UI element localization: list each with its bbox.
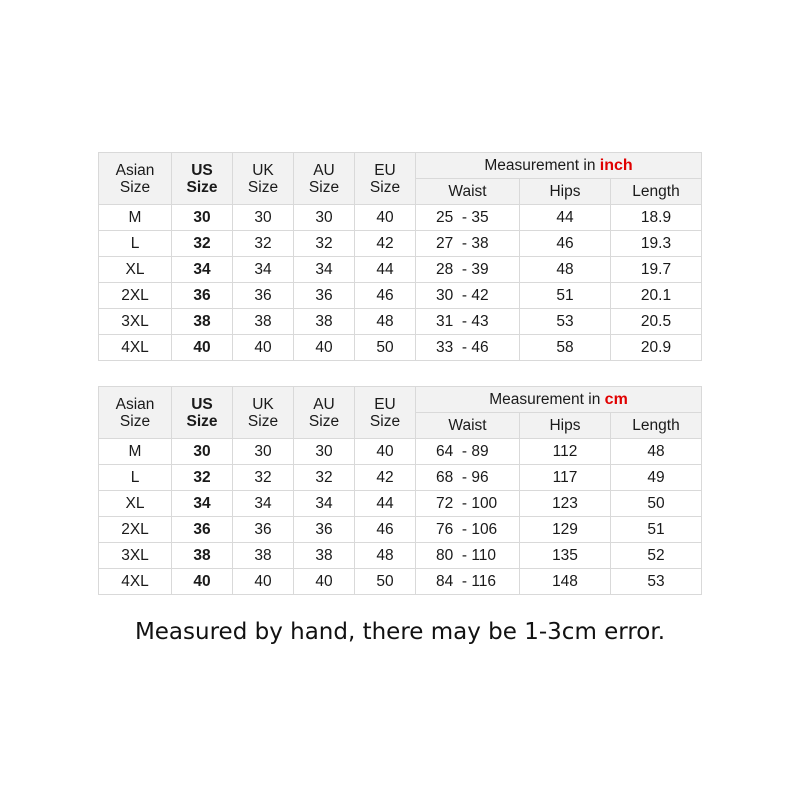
- cell-waist: 80 - 110: [416, 543, 520, 569]
- table-row: [99, 335, 702, 361]
- cell-asian: 4XL: [99, 335, 172, 361]
- cell-length: 18.9: [611, 205, 702, 231]
- cell-eu: 46: [355, 283, 416, 309]
- cell-eu: 40: [355, 439, 416, 465]
- cell-eu: 40: [355, 205, 416, 231]
- cell-au: 30: [294, 439, 355, 465]
- cell-asian: M: [99, 439, 172, 465]
- cell-length: 50: [611, 491, 702, 517]
- cell-waist: 33 - 46: [416, 335, 520, 361]
- cell-waist: 30 - 42: [416, 283, 520, 309]
- cell-au: 38: [294, 309, 355, 335]
- cell-uk: 32: [233, 231, 294, 257]
- cell-uk: 38: [233, 543, 294, 569]
- cell-eu: 44: [355, 491, 416, 517]
- cell-us: 38: [172, 543, 233, 569]
- cell-us: 32: [172, 465, 233, 491]
- cell-uk: 30: [233, 439, 294, 465]
- cell-hips: 112: [520, 439, 611, 465]
- cell-waist: 76 - 106: [416, 517, 520, 543]
- table-row: [99, 569, 702, 595]
- cell-length: 52: [611, 543, 702, 569]
- table-row: [99, 439, 702, 465]
- cell-hips: 148: [520, 569, 611, 595]
- cell-uk: 40: [233, 569, 294, 595]
- cell-asian: L: [99, 465, 172, 491]
- cell-length: 20.9: [611, 335, 702, 361]
- cell-asian: M: [99, 205, 172, 231]
- header-waist: Waist: [416, 179, 520, 205]
- header-uk-size: UK Size: [233, 153, 294, 205]
- cell-waist: 84 - 116: [416, 569, 520, 595]
- header-au-size: AU Size: [294, 387, 355, 439]
- cell-hips: 48: [520, 257, 611, 283]
- cell-hips: 135: [520, 543, 611, 569]
- cell-waist: 31 - 43: [416, 309, 520, 335]
- measurement-note: Measured by hand, there may be 1-3cm error.: [134, 619, 666, 645]
- cell-uk: 40: [233, 335, 294, 361]
- header-measurement: Measurement in inch: [416, 153, 702, 179]
- cell-length: 20.5: [611, 309, 702, 335]
- header-length: Length: [611, 179, 702, 205]
- cell-au: 32: [294, 231, 355, 257]
- header-measurement: Measurement in cm: [416, 387, 702, 413]
- cell-eu: 50: [355, 569, 416, 595]
- table-row: [99, 517, 702, 543]
- table-row: [99, 205, 702, 231]
- table-row: [99, 257, 702, 283]
- cell-us: 30: [172, 439, 233, 465]
- cell-asian: 4XL: [99, 569, 172, 595]
- cell-us: 34: [172, 257, 233, 283]
- cell-uk: 32: [233, 465, 294, 491]
- cell-uk: 34: [233, 491, 294, 517]
- cell-us: 34: [172, 491, 233, 517]
- cell-au: 32: [294, 465, 355, 491]
- cell-asian: XL: [99, 257, 172, 283]
- cell-length: 48: [611, 439, 702, 465]
- header-us-size: US Size: [172, 153, 233, 205]
- header-eu-size: EU Size: [355, 387, 416, 439]
- cell-au: 40: [294, 569, 355, 595]
- cell-length: 19.7: [611, 257, 702, 283]
- cell-waist: 68 - 96: [416, 465, 520, 491]
- cell-uk: 36: [233, 517, 294, 543]
- cell-eu: 46: [355, 517, 416, 543]
- cell-au: 38: [294, 543, 355, 569]
- cell-hips: 51: [520, 283, 611, 309]
- cell-waist: 27 - 38: [416, 231, 520, 257]
- cell-us: 40: [172, 569, 233, 595]
- table-row: [99, 491, 702, 517]
- cell-eu: 50: [355, 335, 416, 361]
- table-row: [99, 465, 702, 491]
- cell-au: 30: [294, 205, 355, 231]
- cell-waist: 28 - 39: [416, 257, 520, 283]
- size-table-cm: [98, 386, 702, 595]
- cell-waist: 25 - 35: [416, 205, 520, 231]
- cell-au: 36: [294, 517, 355, 543]
- cell-length: 19.3: [611, 231, 702, 257]
- cell-hips: 46: [520, 231, 611, 257]
- header-hips: Hips: [520, 179, 611, 205]
- header-eu-size: EU Size: [355, 153, 416, 205]
- cell-hips: 117: [520, 465, 611, 491]
- cell-waist: 64 - 89: [416, 439, 520, 465]
- cell-us: 38: [172, 309, 233, 335]
- cell-eu: 48: [355, 543, 416, 569]
- cell-uk: 30: [233, 205, 294, 231]
- cell-length: 53: [611, 569, 702, 595]
- cell-length: 51: [611, 517, 702, 543]
- measurement-unit: inch: [599, 157, 633, 174]
- cell-waist: 72 - 100: [416, 491, 520, 517]
- cell-asian: 2XL: [99, 283, 172, 309]
- cell-hips: 129: [520, 517, 611, 543]
- cell-hips: 53: [520, 309, 611, 335]
- header-uk-size: UK Size: [233, 387, 294, 439]
- cell-us: 36: [172, 517, 233, 543]
- cell-asian: 3XL: [99, 309, 172, 335]
- cell-uk: 34: [233, 257, 294, 283]
- header-length: Length: [611, 413, 702, 439]
- cell-eu: 42: [355, 231, 416, 257]
- cell-asian: 3XL: [99, 543, 172, 569]
- cell-eu: 48: [355, 309, 416, 335]
- cell-asian: L: [99, 231, 172, 257]
- cell-hips: 44: [520, 205, 611, 231]
- cell-asian: XL: [99, 491, 172, 517]
- cell-length: 49: [611, 465, 702, 491]
- header-asian-size: Asian Size: [99, 153, 172, 205]
- table-row: [99, 283, 702, 309]
- table-row: [99, 231, 702, 257]
- cell-us: 30: [172, 205, 233, 231]
- cell-length: 20.1: [611, 283, 702, 309]
- cell-au: 40: [294, 335, 355, 361]
- table-row: [99, 309, 702, 335]
- cell-us: 40: [172, 335, 233, 361]
- measurement-unit: cm: [604, 391, 628, 408]
- header-waist: Waist: [416, 413, 520, 439]
- header-hips: Hips: [520, 413, 611, 439]
- cell-au: 34: [294, 491, 355, 517]
- cell-eu: 44: [355, 257, 416, 283]
- cell-hips: 58: [520, 335, 611, 361]
- header-au-size: AU Size: [294, 153, 355, 205]
- cell-au: 34: [294, 257, 355, 283]
- cell-asian: 2XL: [99, 517, 172, 543]
- cell-uk: 36: [233, 283, 294, 309]
- cell-eu: 42: [355, 465, 416, 491]
- header-asian-size: Asian Size: [99, 387, 172, 439]
- cell-us: 32: [172, 231, 233, 257]
- header-us-size: US Size: [172, 387, 233, 439]
- size-table-inch: [98, 152, 702, 361]
- cell-hips: 123: [520, 491, 611, 517]
- cell-us: 36: [172, 283, 233, 309]
- cell-uk: 38: [233, 309, 294, 335]
- cell-au: 36: [294, 283, 355, 309]
- table-row: [99, 543, 702, 569]
